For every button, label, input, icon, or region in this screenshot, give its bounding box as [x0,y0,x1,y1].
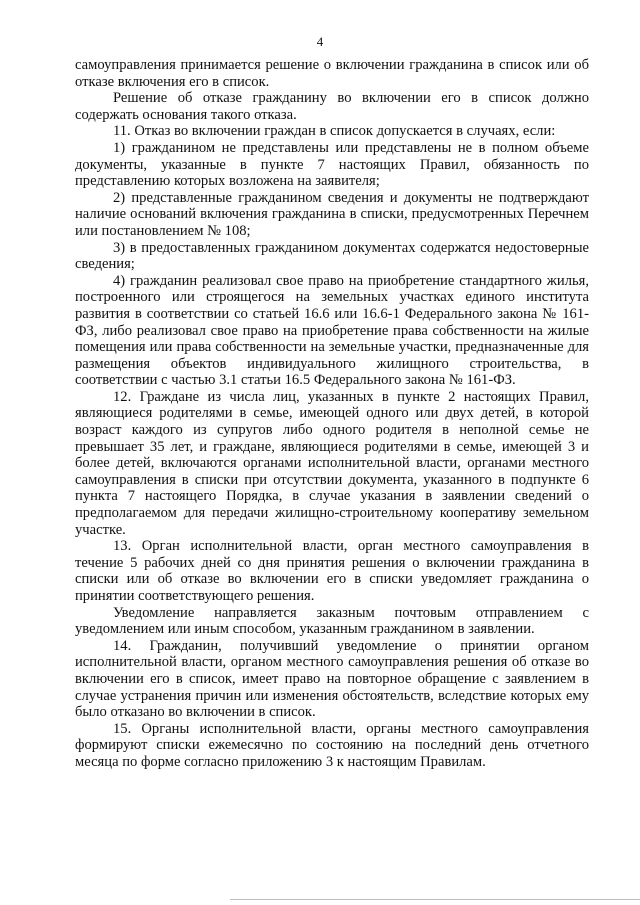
paragraph-refusal-grounds: Решение об отказе гражданину во включении его в список должно содержать основания такого отказа. [75,90,589,123]
paragraph-item-14: 14. Гражданин, получивший уведомление о принятии органом исполнительной власти, органом местного самоуправления решения об отказе во включении его в список, имеет право на повторное обращение с заявлением в случае устранения причин или изменения обстоятельств, вследствие которых ему было отказано во включении в список. [75,637,589,721]
paragraph-item-12: 12. Граждане из числа лиц, указанных в пункте 2 настоящих Правил, являющиеся родителями в семье, имеющей одного или двух детей, в которой возраст каждого из супругов либо одного родителя в неполной семье не превышает 35 лет, и граждане, являющиеся родителями в семье, имеющей 3 и более детей, включаются органами исполнительной власти, органами местного самоуправления в списки при отсутствии документа, указанного в подпункте 6 пункта 7 настоящего Порядка, в случае указания в заявлении сведений о предполагаемом для передачи жилищно-строительному кооперативу земельном участке. [75,388,589,538]
paragraph-item-11: 11. Отказ во включении граждан в список допускается в случаях, если: [113,123,556,140]
document-body [75,57,589,771]
paragraph-item-11-2: 2) представленные гражданином сведения и документы не подтверждают наличие оснований включения гражданина в списки, предусмотренных Перечнем или постановлением № 108; [75,189,589,239]
paragraph-notification: Уведомление направляется заказным почтовым отправлением с уведомлением или иным способом, указанным гражданином в заявлении. [75,604,589,638]
paragraph-item-11-4: 4) гражданин реализовал свое право на приобретение стандартного жилья, построенного или строящегося на земельных участках единого института развития в соответствии со статьей 16.6 или 16.6-1 Федерального закона № 161-ФЗ, либо реализовал свое право на приобретение права собственности на жилые помещения или права собственности на земельные участки, предназначенные для размещения объектов индивидуального жилищного строительства, в соответствии с частью 3.1 статьи 16.5 Федерального закона № 161-ФЗ. [75,272,589,389]
page-number: 4 [316,34,324,49]
page-bottom-divider [230,899,640,900]
paragraph-item-11-1: 1) гражданином не представлены или представлены не в полном объеме документы, указанные в пункте 7 настоящих Правил, обязанность по представлению которых возложена на заявителя; [75,139,589,190]
paragraph-item-15: 15. Органы исполнительной власти, органы местного самоуправления формируют списки ежемесячно по состоянию на последний день отчетного месяца по форме согласно приложению 3 к настоящим Правилам. [75,720,589,770]
paragraph-item-11-3: 3) в предоставленных гражданином документах содержатся недостоверные сведения; [75,239,589,273]
paragraph-continuation: самоуправления принимается решение о включении гражданина в список или об отказе включения его в список. [75,57,589,90]
paragraph-item-13: 13. Орган исполнительной власти, орган местного самоуправления в течение 5 рабочих дней со дня принятия решения о включении гражданина в списки или об отказе во включении его в списки уведомляет гражданина о принятии соответствующего решения. [75,538,589,604]
